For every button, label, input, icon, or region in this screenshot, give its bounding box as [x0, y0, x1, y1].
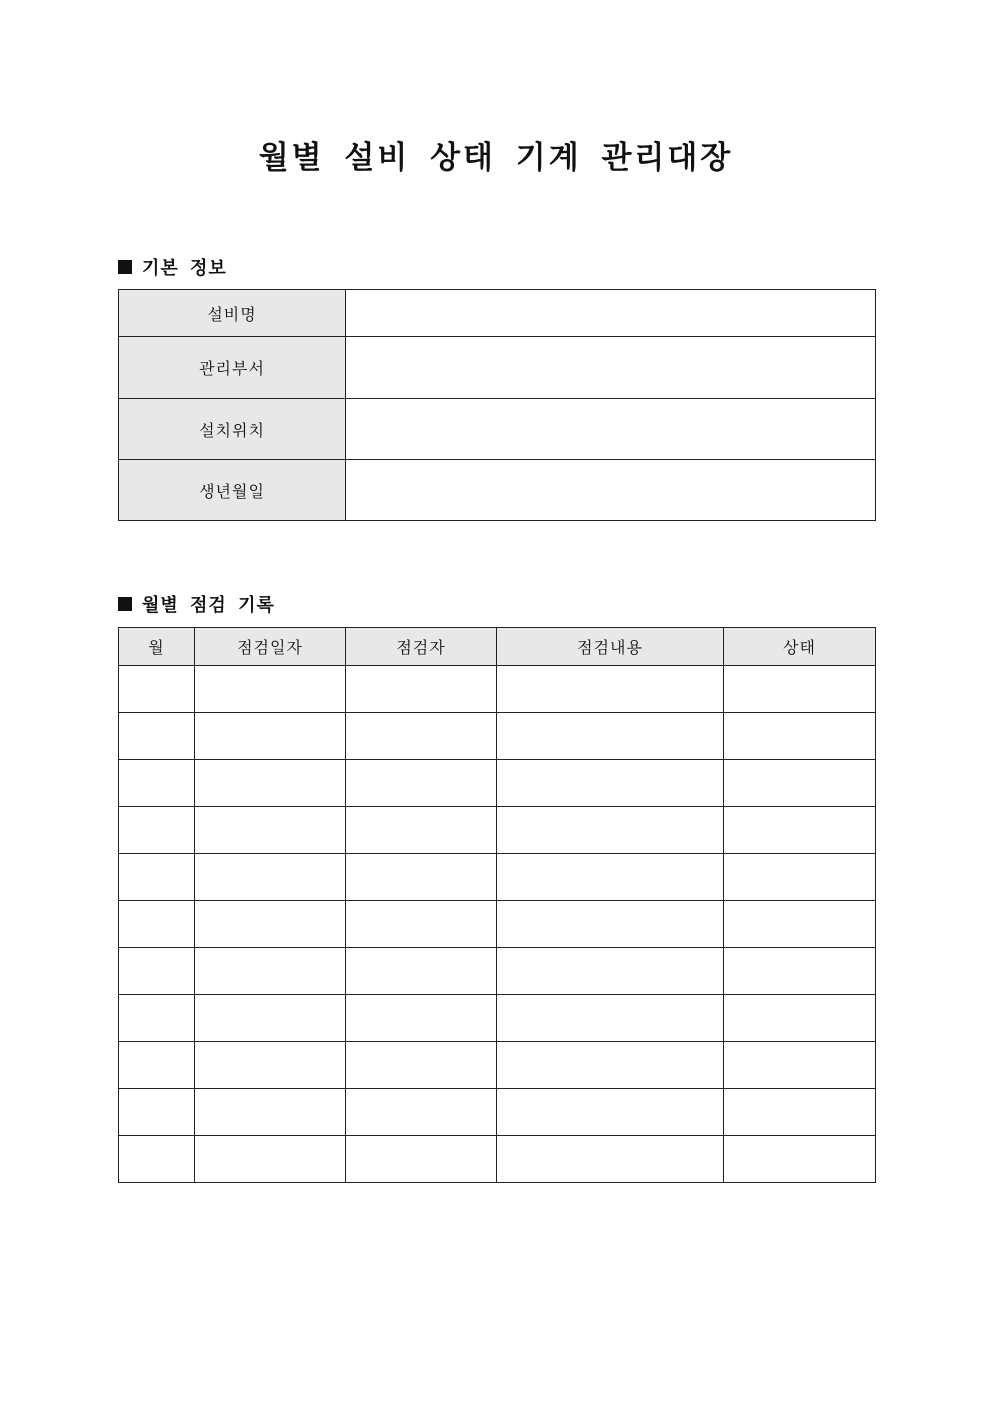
- inspection-records-table: [118, 627, 876, 1183]
- basic-info-row: [119, 399, 876, 460]
- field-value-cell[interactable]: [346, 337, 876, 399]
- table-cell[interactable]: [497, 995, 724, 1042]
- table-cell[interactable]: [346, 948, 497, 995]
- table-cell[interactable]: [195, 666, 346, 713]
- table-cell[interactable]: [346, 1136, 497, 1183]
- table-cell[interactable]: [346, 1042, 497, 1089]
- square-bullet-icon: [118, 260, 132, 274]
- table-cell[interactable]: [119, 901, 195, 948]
- field-value-cell[interactable]: [346, 460, 876, 521]
- table-cell[interactable]: [724, 854, 876, 901]
- table-cell[interactable]: [497, 1042, 724, 1089]
- table-cell[interactable]: [724, 1136, 876, 1183]
- table-cell[interactable]: [346, 1089, 497, 1136]
- table-cell[interactable]: [119, 807, 195, 854]
- table-cell[interactable]: [195, 807, 346, 854]
- field-label: 생년월일: [119, 460, 346, 521]
- table-cell[interactable]: [346, 854, 497, 901]
- table-row: [119, 854, 876, 901]
- table-cell[interactable]: [195, 948, 346, 995]
- table-row: [119, 1089, 876, 1136]
- table-cell[interactable]: [195, 1089, 346, 1136]
- field-value-cell[interactable]: [346, 399, 876, 460]
- field-label: 설치위치: [119, 399, 346, 460]
- table-cell[interactable]: [195, 854, 346, 901]
- table-cell[interactable]: [724, 948, 876, 995]
- table-cell[interactable]: [195, 1136, 346, 1183]
- square-bullet-icon: [118, 597, 132, 611]
- table-cell[interactable]: [724, 1042, 876, 1089]
- basic-info-table: [118, 289, 876, 521]
- table-cell[interactable]: [195, 1042, 346, 1089]
- table-cell[interactable]: [195, 901, 346, 948]
- table-cell[interactable]: [497, 713, 724, 760]
- table-row: [119, 1136, 876, 1183]
- table-row: [119, 760, 876, 807]
- table-cell[interactable]: [119, 666, 195, 713]
- table-cell[interactable]: [346, 995, 497, 1042]
- table-cell[interactable]: [195, 713, 346, 760]
- table-row: [119, 713, 876, 760]
- table-row: [119, 666, 876, 713]
- field-value-cell[interactable]: [346, 290, 876, 337]
- basic-info-row: [119, 460, 876, 521]
- basic-info-row: [119, 290, 876, 337]
- table-cell[interactable]: [119, 1042, 195, 1089]
- table-row: [119, 948, 876, 995]
- table-cell[interactable]: [346, 760, 497, 807]
- table-cell[interactable]: [724, 995, 876, 1042]
- basic-info-heading: [118, 254, 227, 280]
- table-cell[interactable]: [346, 713, 497, 760]
- column-header: 월: [119, 628, 195, 666]
- records-heading: [118, 591, 275, 617]
- column-header: 점검일자: [195, 628, 346, 666]
- table-cell[interactable]: [497, 760, 724, 807]
- field-label: 관리부서: [119, 337, 346, 399]
- basic-info-heading-text: 기본 정보: [142, 258, 227, 279]
- table-cell[interactable]: [119, 1089, 195, 1136]
- table-cell[interactable]: [346, 666, 497, 713]
- table-row: [119, 901, 876, 948]
- table-cell[interactable]: [724, 760, 876, 807]
- table-cell[interactable]: [497, 1136, 724, 1183]
- table-cell[interactable]: [724, 666, 876, 713]
- table-row: [119, 995, 876, 1042]
- table-cell[interactable]: [497, 901, 724, 948]
- document-title: 월별 설비 상태 기계 관리대장: [258, 140, 734, 176]
- column-header: 점검내용: [497, 628, 724, 666]
- table-cell[interactable]: [119, 854, 195, 901]
- table-cell[interactable]: [497, 666, 724, 713]
- table-cell[interactable]: [724, 713, 876, 760]
- column-header: 상태: [724, 628, 876, 666]
- table-cell[interactable]: [119, 948, 195, 995]
- records-heading-text: 월별 점검 기록: [142, 595, 275, 616]
- field-label: 설비명: [119, 290, 346, 337]
- table-cell[interactable]: [724, 1089, 876, 1136]
- table-cell[interactable]: [119, 713, 195, 760]
- table-cell[interactable]: [724, 901, 876, 948]
- table-cell[interactable]: [497, 854, 724, 901]
- table-cell[interactable]: [119, 995, 195, 1042]
- table-cell[interactable]: [724, 807, 876, 854]
- table-cell[interactable]: [346, 901, 497, 948]
- table-cell[interactable]: [119, 760, 195, 807]
- table-row: [119, 1042, 876, 1089]
- table-cell[interactable]: [119, 1136, 195, 1183]
- column-header: 점검자: [346, 628, 497, 666]
- table-cell[interactable]: [346, 807, 497, 854]
- table-cell[interactable]: [497, 948, 724, 995]
- table-row: [119, 807, 876, 854]
- table-cell[interactable]: [195, 995, 346, 1042]
- table-cell[interactable]: [195, 760, 346, 807]
- basic-info-row: [119, 337, 876, 399]
- table-cell[interactable]: [497, 1089, 724, 1136]
- table-cell[interactable]: [497, 807, 724, 854]
